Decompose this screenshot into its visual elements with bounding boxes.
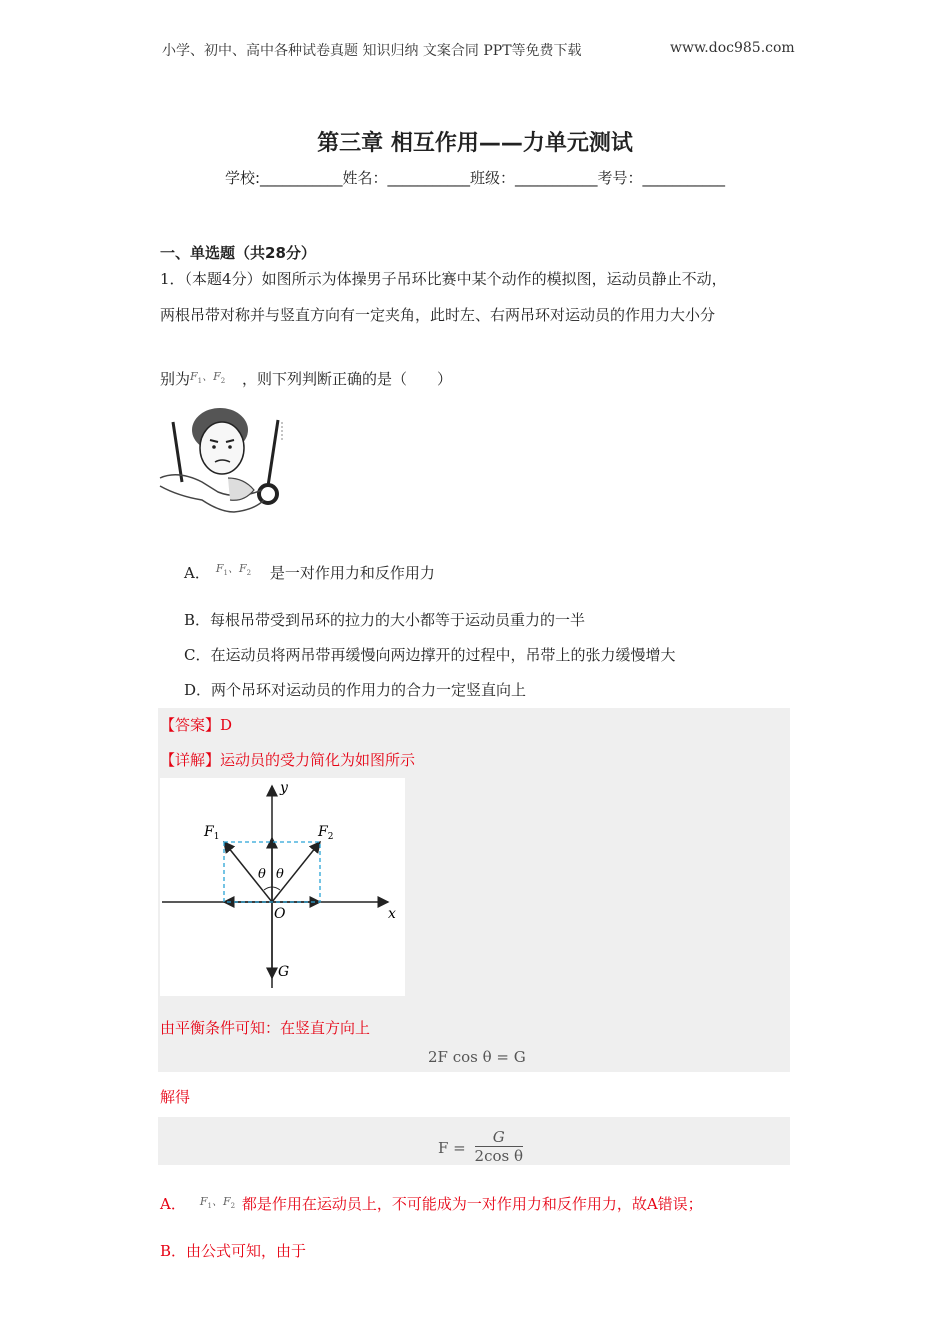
theta-left: θ [258,867,266,882]
f2-label: $F_2$ [318,824,334,842]
question-line-1: 1．（本题4分）如图所示为体操男子吊环比赛中某个动作的模拟图，运动员静止不动， [160,270,727,288]
option-a[interactable]: A． $F_1$、$F_2$ 是一对作用力和反作用力 [184,562,435,582]
force-diagram [160,778,405,996]
header-left-text: 小学、初中、高中各种试卷真题 知识归纳 文案合同 PPT等免费下载 [162,43,582,59]
theta-right: θ [276,867,284,882]
equation-2-lhs: F = [438,1138,466,1157]
section-heading: 一、单选题（共28分） [160,244,316,262]
option-d[interactable]: D．两个吊环对运动员的作用力的合力一定竖直向上 [184,681,527,699]
x-axis-label: x [388,906,396,922]
origin-label: O [274,906,286,922]
f1-label: $F_1$ [204,824,220,842]
equation-2-fraction [475,1128,523,1165]
page-title: 第三章 相互作用——力单元测试 [317,131,633,156]
option-b[interactable]: B．每根吊带受到吊环的拉力的大小都等于运动员重力的一半 [184,611,586,629]
question-line-2: 两根吊带对称并与竖直方向有一定夹角，此时左、右两吊环对运动员的作用力大小分 [160,306,716,324]
equilibrium-condition: 由平衡条件可知：在竖直方向上 [160,1019,371,1037]
answer-b-explanation: B．由公式可知，由于 [160,1242,307,1260]
question-line-3-prefix: 别为 [160,370,191,388]
question-line-3-suffix: ，则下列判断正确的是（ ） [242,370,453,388]
question-line-3: 别为 $F_1$、$F_2$ ，则下列判断正确的是（ ） [160,370,453,388]
option-c[interactable]: C．在运动员将两吊带再缓慢向两边撑开的过程中，吊带上的张力缓慢增大 [184,646,676,664]
equation-2-denominator: 2cos θ [474,1147,524,1165]
student-info-line: 学校:___________姓名：___________班级：___________考号：___________ [224,169,726,187]
equation-1: 2F cos θ = G [428,1048,526,1066]
equation-2 [438,1128,523,1165]
answer-a-explanation: A． $F_1$、$F_2$ 都是作用在运动员上，不可能成为一对作用力和反作用力，故A错误； [160,1195,703,1213]
gravity-label: G [278,964,290,980]
answer-detail: 【详解】运动员的受力简化为如图所示 [160,751,416,769]
solve-label: 解得 [160,1088,191,1106]
gymnast-illustration [158,400,288,522]
answer-label: 【答案】D [160,716,233,734]
equation-2-numerator: G [475,1128,523,1147]
header-url[interactable]: www.doc985.com [670,40,795,56]
y-axis-label: y [280,780,288,796]
